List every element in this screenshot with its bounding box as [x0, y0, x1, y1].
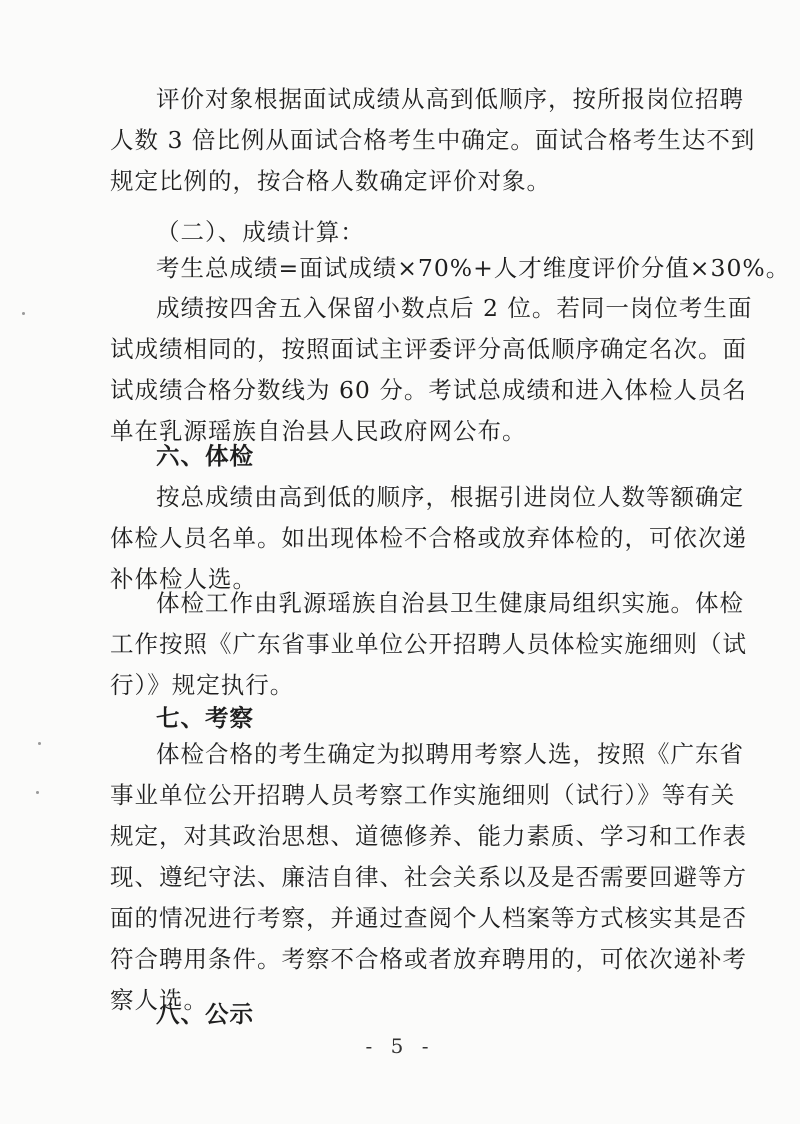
text-line: 体检工作由乳源瑶族自治县卫生健康局组织实施。体检: [156, 589, 744, 617]
scan-speck: [22, 312, 25, 315]
paragraph-inspection-details: [110, 734, 747, 1021]
text-line: 面的情况进行考察，并通过查阅个人档案等方式核实其是否: [110, 904, 747, 932]
text-line: 按总成绩由高到低的顺序，根据引进岗位人数等额确定: [156, 483, 744, 511]
text-line: 考生总成绩=面试成绩×70%+人才维度评价分值×30%。: [156, 254, 791, 282]
text-line: 试成绩合格分数线为 60 分。考试总成绩和进入体检人员名: [110, 376, 747, 404]
paragraph-exam-list: [110, 477, 747, 600]
paragraph-evaluation-object: [110, 79, 756, 202]
section-heading-inspection: [110, 698, 690, 739]
text-line: 评价对象根据面试成绩从高到低顺序，按所报岗位招聘: [156, 85, 744, 113]
scan-speck: [38, 742, 41, 745]
text-line: 行）》规定执行。: [110, 671, 295, 699]
text-line: 六、体检: [156, 442, 254, 470]
text-line: （二）、成绩计算：: [156, 218, 365, 246]
text-line: 体检合格的考生确定为拟聘用考察人选，按照《广东省: [156, 740, 744, 768]
paragraph-score-rounding: [110, 288, 753, 452]
text-line: 规定比例的，按合格人数确定评价对象。: [110, 167, 551, 195]
text-line: 现、遵纪守法、廉洁自律、社会关系以及是否需要回避等方: [110, 863, 747, 891]
text-line: 符合聘用条件。考察不合格或者放弃聘用的，可依次递补考: [110, 945, 747, 973]
text-line: 察人选。: [110, 986, 208, 1014]
text-line: 试成绩相同的，按照面试主评委评分高低顺序确定名次。面: [110, 335, 747, 363]
text-line: 人数 3 倍比例从面试合格考生中确定。面试合格考生达不到: [110, 126, 756, 154]
text-line: 规定，对其政治思想、道德修养、能力素质、学习和工作表: [110, 822, 747, 850]
text-line: 体检人员名单。如出现体检不合格或放弃体检的，可依次递: [110, 524, 747, 552]
text-line: 单在乳源瑶族自治县人民政府网公布。: [110, 417, 527, 445]
page-number: - 5 -: [365, 1034, 435, 1058]
subsection-heading-score-calculation: [110, 212, 690, 253]
scan-speck: [36, 791, 39, 794]
text-line: 八、公示: [156, 1000, 254, 1028]
text-line: 事业单位公开招聘人员考察工作实施细则（试行）》等有关: [110, 781, 736, 809]
paragraph-exam-organization: [110, 583, 747, 706]
text-line: 补体检人选。: [110, 565, 257, 593]
section-heading-publicity: [110, 994, 690, 1035]
paragraph-score-formula: [110, 248, 791, 289]
text-line: 七、考察: [156, 704, 254, 732]
section-heading-physical-exam: [110, 436, 690, 477]
text-line: 成绩按四舍五入保留小数点后 2 位。若同一岗位考生面: [156, 294, 753, 322]
text-line: 工作按照《广东省事业单位公开招聘人员体检实施细则（试: [110, 630, 747, 658]
